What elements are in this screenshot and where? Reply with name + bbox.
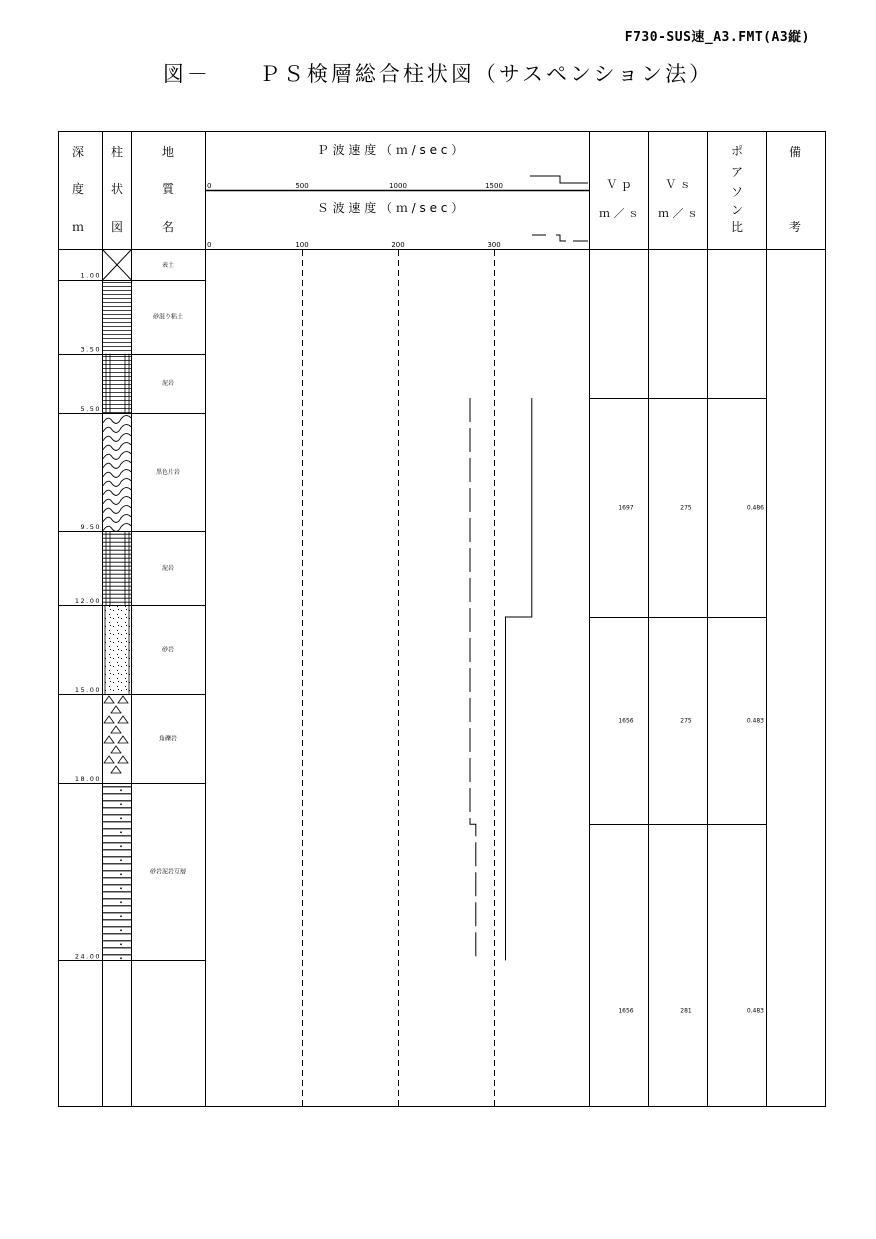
layer-name: 砂岩 bbox=[161, 646, 175, 654]
header-poisson bbox=[731, 144, 743, 234]
depth-label: 9.50 bbox=[80, 523, 101, 532]
header-poisson-1: ポ bbox=[730, 144, 744, 158]
layer-pattern-breccia bbox=[104, 696, 128, 773]
depth-label: 24.00 bbox=[74, 952, 101, 961]
header-depth-2: 度 bbox=[71, 182, 85, 196]
wave-line bbox=[103, 452, 131, 460]
sand-dot bbox=[120, 831, 122, 833]
velocity-profiles bbox=[470, 398, 532, 960]
sand-dot bbox=[120, 957, 122, 959]
header-depth-1: 深 bbox=[71, 145, 85, 159]
s-wave-profile bbox=[470, 398, 476, 960]
wave-line bbox=[103, 425, 131, 433]
triangle-mark bbox=[111, 706, 121, 713]
header-poisson-4: ン bbox=[730, 203, 744, 217]
layer-name: 砂岩泥岩互層 bbox=[149, 868, 187, 876]
s-axis-ticks bbox=[207, 241, 501, 249]
triangle-mark bbox=[118, 756, 128, 763]
header-vs-1: Ｖ ｓ bbox=[665, 178, 691, 191]
s-wave-axis-title: Ｓ 波 速 度 （ ｍ / s e c ） bbox=[316, 201, 464, 215]
depth-label: 3.50 bbox=[80, 345, 101, 354]
header-geology-3: 名 bbox=[161, 220, 175, 234]
sand-dot bbox=[120, 859, 122, 861]
wave-line bbox=[103, 497, 131, 505]
layer-name: 角礫岩 bbox=[158, 735, 178, 743]
wave-line bbox=[103, 506, 131, 514]
depth-label: 5.50 bbox=[80, 404, 101, 413]
triangle-mark bbox=[111, 766, 121, 773]
vs-value: 275 bbox=[680, 717, 692, 725]
sand-dot bbox=[120, 789, 122, 791]
document-code: F730-SUS速_A3.FMT(A3縦) bbox=[624, 30, 810, 45]
depth-label: 18.00 bbox=[74, 774, 101, 783]
layer-name: 砂混り粘土 bbox=[152, 313, 184, 321]
poisson-value: 0.483 bbox=[746, 717, 764, 725]
triangle-mark bbox=[104, 736, 114, 743]
wave-line bbox=[103, 416, 131, 424]
triangle-mark bbox=[118, 696, 128, 703]
header-geology-2: 質 bbox=[161, 182, 175, 196]
wave-line bbox=[103, 434, 131, 442]
vp-value: 1697 bbox=[618, 504, 634, 512]
header-geology bbox=[162, 144, 175, 234]
header-vp-1: Ｖ ｐ bbox=[606, 178, 632, 191]
wave-line bbox=[103, 515, 131, 523]
header-column-3: 図 bbox=[110, 220, 124, 234]
depth-labels bbox=[75, 272, 101, 961]
layer-pattern-topsoil bbox=[103, 250, 131, 280]
vs-value: 275 bbox=[680, 504, 692, 512]
sand-dot bbox=[120, 873, 122, 875]
header-vp-2: ｍ ／ ｓ bbox=[599, 207, 639, 220]
p-tick-label: 500 bbox=[295, 182, 309, 190]
vp-value: 1656 bbox=[618, 1007, 634, 1015]
sand-dot bbox=[120, 887, 122, 889]
depth-label: 12.00 bbox=[74, 597, 101, 606]
header-remarks-2: 考 bbox=[788, 220, 802, 234]
header-depth-3: ｍ bbox=[71, 220, 85, 234]
sand-dot bbox=[120, 803, 122, 805]
velocity-zones bbox=[589, 399, 766, 1015]
layer-pattern-mudstone bbox=[103, 531, 131, 605]
header-geology-1: 地 bbox=[161, 145, 175, 159]
header-remarks bbox=[789, 144, 801, 234]
header-column-2: 状 bbox=[110, 182, 124, 196]
p-wave-profile bbox=[506, 398, 532, 960]
wave-line bbox=[103, 479, 131, 487]
p-tick-label: 1500 bbox=[485, 182, 503, 190]
wave-line bbox=[103, 470, 131, 478]
header-depth bbox=[72, 145, 84, 234]
p-wave-axis-title: Ｐ 波 速 度 （ ｍ / s e c ） bbox=[316, 143, 464, 157]
sand-dot bbox=[120, 845, 122, 847]
wave-line bbox=[103, 443, 131, 451]
header-column-1: 柱 bbox=[110, 145, 124, 159]
p-tick-label: 1000 bbox=[389, 182, 407, 190]
p-axis-ticks bbox=[207, 182, 503, 190]
layer-name: 黒色片岩 bbox=[155, 469, 181, 476]
sand-dot bbox=[120, 915, 122, 917]
layer-pattern-mudstone bbox=[103, 354, 131, 413]
triangle-mark bbox=[111, 746, 121, 753]
sand-fill bbox=[103, 605, 131, 694]
sand-dot bbox=[120, 817, 122, 819]
header-poisson-5: 比 bbox=[730, 220, 744, 234]
sand-dot bbox=[120, 901, 122, 903]
poisson-value: 0.483 bbox=[746, 1007, 764, 1015]
triangle-mark bbox=[118, 716, 128, 723]
s-tick-label: 300 bbox=[487, 241, 501, 249]
triangle-mark bbox=[104, 716, 114, 723]
wave-line bbox=[103, 524, 131, 532]
p-tick-label: 0 bbox=[207, 182, 212, 190]
layer-name: 泥岩 bbox=[161, 380, 175, 388]
legend-p-solid-symbol bbox=[530, 176, 588, 183]
velocity-grid bbox=[303, 250, 495, 1106]
layer-pattern-clay bbox=[103, 283, 131, 351]
header-vs bbox=[658, 178, 698, 220]
layer-pattern-sandstone bbox=[103, 605, 131, 694]
layer-name: 泥岩 bbox=[161, 565, 175, 573]
page-title: 図－ ＰＳ検層総合柱状図（サスペンション法） bbox=[162, 62, 714, 86]
header-remarks-1: 備 bbox=[788, 145, 802, 159]
header-vs-2: ｍ ／ ｓ bbox=[658, 207, 698, 220]
triangle-mark bbox=[118, 736, 128, 743]
triangle-mark bbox=[104, 696, 114, 703]
layer-name: 表土 bbox=[161, 261, 175, 269]
header-column bbox=[111, 144, 123, 234]
sand-dot bbox=[120, 943, 122, 945]
wave-line bbox=[103, 488, 131, 496]
s-tick-label: 200 bbox=[391, 241, 405, 249]
poisson-value: 0.486 bbox=[746, 504, 764, 512]
legend-s-dashed-symbol bbox=[532, 235, 588, 241]
depth-label: 15.00 bbox=[74, 686, 101, 694]
sand-dot bbox=[120, 929, 122, 931]
layer-pattern-alternation bbox=[103, 787, 131, 959]
triangle-mark bbox=[104, 756, 114, 763]
s-tick-label: 0 bbox=[207, 241, 212, 249]
vs-value: 281 bbox=[680, 1007, 692, 1015]
s-tick-label: 100 bbox=[295, 241, 309, 249]
header-vp bbox=[599, 178, 639, 220]
vp-value: 1656 bbox=[618, 717, 634, 725]
header-poisson-3: ソ bbox=[730, 185, 744, 199]
depth-label: 1.00 bbox=[80, 271, 101, 280]
triangle-mark bbox=[111, 726, 121, 733]
wave-line bbox=[103, 461, 131, 469]
layer-pattern-schist bbox=[103, 416, 131, 532]
header-poisson-2: ア bbox=[730, 165, 744, 179]
